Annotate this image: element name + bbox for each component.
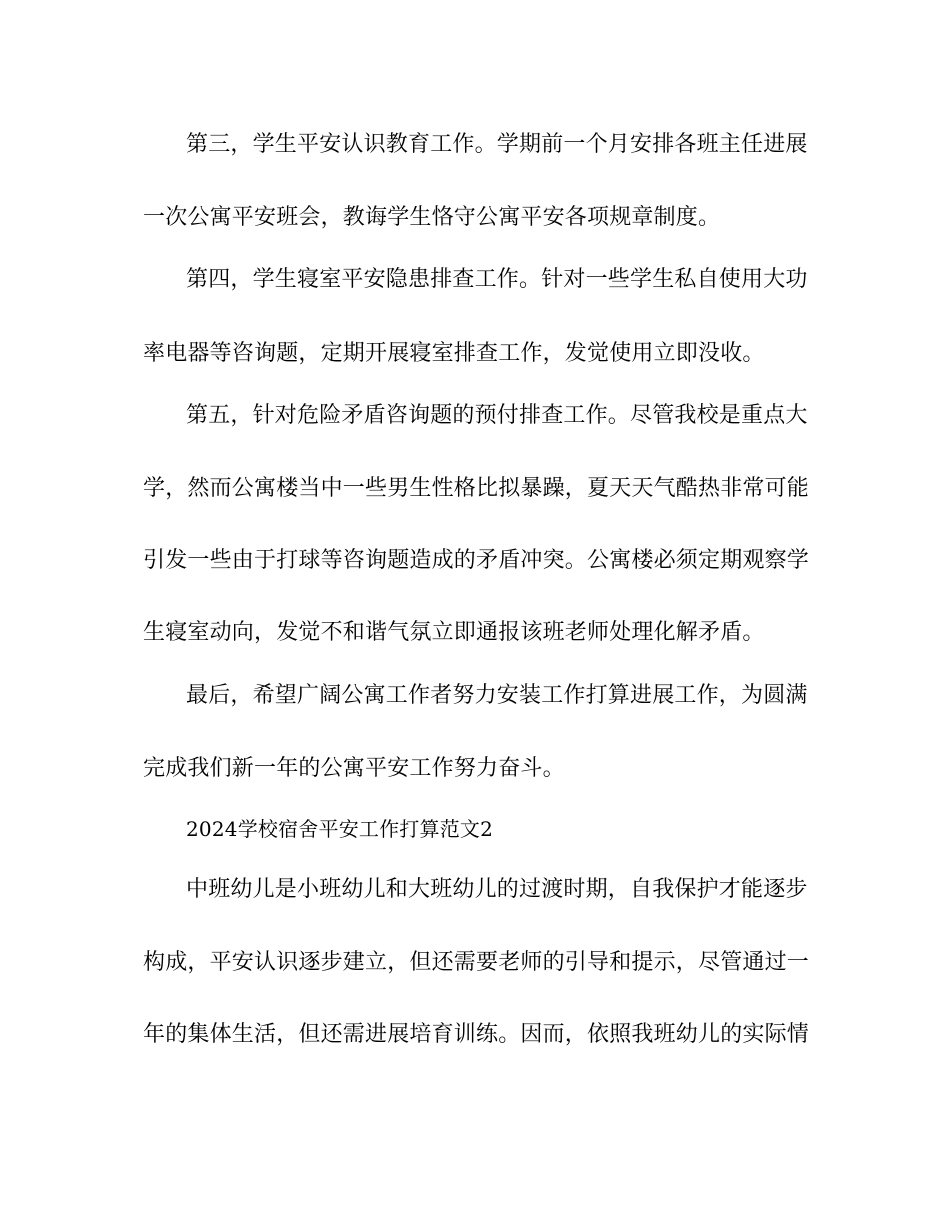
paragraph-line: 生寝室动向，发觉不和谐气氛立即通报该班老师处理化解矛盾。 — [143, 620, 765, 645]
paragraph-line: 率电器等咨询题，定期开展寝室排查工作，发觉使用立即没收。 — [143, 341, 765, 366]
paragraph-line: 构成，平安认识逐步建立，但还需要老师的引导和提示，尽管通过一 — [143, 950, 810, 975]
paragraph-line: 第四，学生寝室平安隐患排查工作。针对一些学生私自使用大功 — [186, 267, 808, 292]
paragraph-line: 完成我们新一年的公寓平安工作努力奋斗。 — [143, 756, 565, 781]
paragraph-line: 学，然而公寓楼当中一些男生性格比拟暴躁，夏天天气酷热非常可能 — [143, 476, 810, 501]
paragraph-line: 最后，希望广阔公寓工作者努力安装工作打算进展工作，为圆满 — [186, 683, 808, 708]
paragraph-line: 第三，学生平安认识教育工作。学期前一个月安排各班主任进展 — [186, 132, 808, 157]
paragraph-line: 第五，针对危险矛盾咨询题的预付排查工作。尽管我校是重点大 — [186, 403, 808, 428]
section-heading: 2024学校宿舍平安工作打算范文2 — [186, 817, 494, 841]
paragraph-line: 年的集体生活，但还需进展培育训练。因而，依照我班幼儿的实际情 — [143, 1022, 810, 1047]
paragraph-line: 一次公寓平安班会，教诲学生恪守公寓平安各项规章制度。 — [143, 205, 721, 230]
paragraph-line: 引发一些由于打球等咨询题造成的矛盾冲突。公寓楼必须定期观察学 — [143, 548, 810, 573]
paragraph-line: 中班幼儿是小班幼儿和大班幼儿的过渡时期，自我保护才能逐步 — [186, 877, 808, 902]
